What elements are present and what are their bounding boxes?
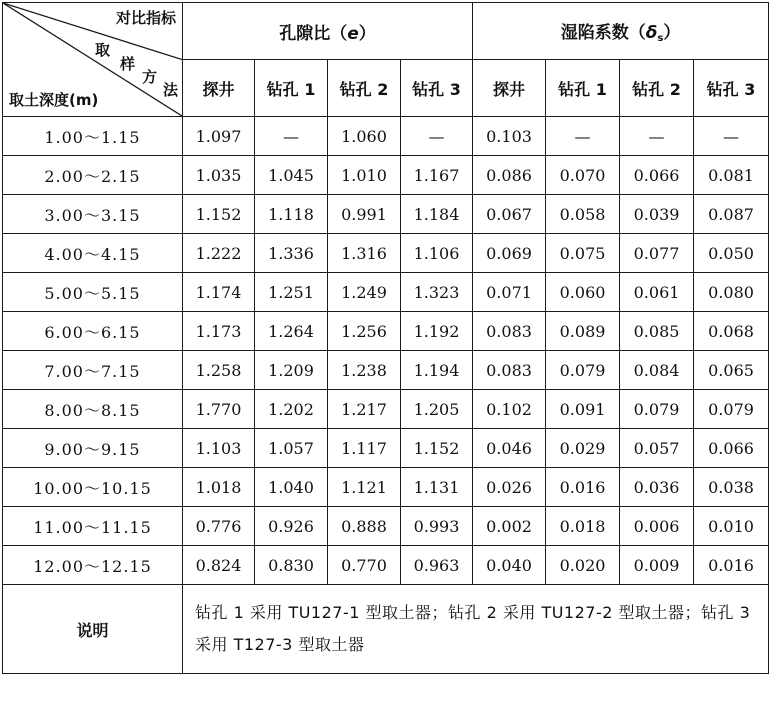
- table-row: [3, 234, 769, 273]
- table-row: [3, 351, 769, 390]
- collapse-coef-symbol: δ: [645, 23, 658, 43]
- diagonal-mid-char-2: 样: [120, 55, 136, 73]
- void-ratio-cell: —: [255, 117, 328, 156]
- collapse-coef-cell: 0.091: [546, 390, 620, 429]
- diagonal-mid-char-4: 法: [163, 81, 179, 99]
- table-row: [3, 117, 769, 156]
- void-ratio-cell: 1.770: [183, 390, 255, 429]
- collapse-coef-cell: 0.075: [546, 234, 620, 273]
- header-row-groups: [3, 3, 769, 60]
- void-ratio-cell: 1.256: [328, 312, 401, 351]
- collapse-coef-cell: 0.058: [546, 195, 620, 234]
- method-header-ds-2: 钻孔 1: [546, 60, 620, 117]
- table-row: [3, 195, 769, 234]
- collapse-coef-cell: 0.083: [473, 312, 546, 351]
- collapse-coef-cell: 0.084: [620, 351, 694, 390]
- collapse-coef-cell: 0.009: [620, 546, 694, 585]
- depth-cell: 4.00～4.15: [3, 234, 183, 273]
- void-ratio-cell: 1.035: [183, 156, 255, 195]
- collapse-coef-label: 湿陷系数: [560, 23, 629, 43]
- void-ratio-cell: 1.192: [401, 312, 473, 351]
- void-ratio-cell: 1.173: [183, 312, 255, 351]
- collapse-coef-cell: 0.079: [620, 390, 694, 429]
- collapse-coef-cell: 0.038: [694, 468, 769, 507]
- void-ratio-cell: 1.222: [183, 234, 255, 273]
- collapse-coef-cell: 0.077: [620, 234, 694, 273]
- depth-cell: 9.00～9.15: [3, 429, 183, 468]
- collapse-coef-cell: 0.039: [620, 195, 694, 234]
- void-ratio-cell: 0.830: [255, 546, 328, 585]
- depth-cell: 7.00～7.15: [3, 351, 183, 390]
- depth-cell: 2.00～2.15: [3, 156, 183, 195]
- diagonal-mid-char-3: 方: [142, 68, 158, 86]
- void-ratio-cell: —: [401, 117, 473, 156]
- collapse-coef-cell: 0.083: [473, 351, 546, 390]
- void-ratio-cell: 1.167: [401, 156, 473, 195]
- method-header-e-2: 钻孔 1: [255, 60, 328, 117]
- collapse-coef-cell: 0.089: [546, 312, 620, 351]
- void-ratio-cell: 1.202: [255, 390, 328, 429]
- table-row: [3, 429, 769, 468]
- collapse-coef-cell: 0.066: [694, 429, 769, 468]
- note-row: [3, 585, 769, 674]
- collapse-coef-cell: 0.079: [546, 351, 620, 390]
- void-ratio-cell: 1.217: [328, 390, 401, 429]
- collapse-coef-cell: 0.070: [546, 156, 620, 195]
- note-text: 钻孔 1 采用 TU127-1 型取土器；钻孔 2 采用 TU127-2 型取土器；钻孔 3 采用 T127-3 型取土器: [183, 585, 769, 674]
- table-row: [3, 468, 769, 507]
- void-ratio-cell: 1.152: [401, 429, 473, 468]
- void-ratio-cell: 1.205: [401, 390, 473, 429]
- void-ratio-cell: 1.184: [401, 195, 473, 234]
- table-row: [3, 156, 769, 195]
- collapse-coef-cell: 0.080: [694, 273, 769, 312]
- collapse-coef-paren-close: ）: [663, 23, 681, 43]
- void-ratio-paren-close: ）: [358, 23, 376, 44]
- table-body: [3, 3, 769, 674]
- void-ratio-cell: 1.121: [328, 468, 401, 507]
- collapse-coef-cell: 0.071: [473, 273, 546, 312]
- diagonal-header-cell: [3, 3, 183, 117]
- void-ratio-cell: 0.776: [183, 507, 255, 546]
- depth-cell: 10.00～10.15: [3, 468, 183, 507]
- group-header-collapse-coefficient: [473, 3, 769, 60]
- table-row: [3, 312, 769, 351]
- void-ratio-cell: 0.926: [255, 507, 328, 546]
- method-header-ds-3: 钻孔 2: [620, 60, 694, 117]
- note-label: 说明: [3, 585, 183, 674]
- collapse-coef-cell: —: [620, 117, 694, 156]
- method-header-e-3: 钻孔 2: [328, 60, 401, 117]
- void-ratio-cell: 0.963: [401, 546, 473, 585]
- void-ratio-label: 孔隙比: [279, 23, 331, 44]
- collapse-coef-cell: 0.079: [694, 390, 769, 429]
- collapse-coef-cell: 0.002: [473, 507, 546, 546]
- collapse-coef-cell: 0.016: [694, 546, 769, 585]
- void-ratio-cell: 1.249: [328, 273, 401, 312]
- method-header-e-1: 探井: [183, 60, 255, 117]
- collapse-coef-cell: 0.085: [620, 312, 694, 351]
- comparison-table: [2, 2, 769, 674]
- group-header-void-ratio: [183, 3, 473, 60]
- method-header-ds-4: 钻孔 3: [694, 60, 769, 117]
- depth-cell: 11.00～11.15: [3, 507, 183, 546]
- void-ratio-cell: 1.209: [255, 351, 328, 390]
- void-ratio-paren-open: （: [330, 23, 348, 44]
- table-row: [3, 507, 769, 546]
- collapse-coef-cell: 0.103: [473, 117, 546, 156]
- void-ratio-cell: 1.174: [183, 273, 255, 312]
- depth-cell: 12.00～12.15: [3, 546, 183, 585]
- void-ratio-cell: 1.251: [255, 273, 328, 312]
- collapse-coef-cell: —: [546, 117, 620, 156]
- method-header-e-4: 钻孔 3: [401, 60, 473, 117]
- collapse-coef-cell: 0.040: [473, 546, 546, 585]
- collapse-coef-cell: 0.086: [473, 156, 546, 195]
- void-ratio-cell: 1.238: [328, 351, 401, 390]
- method-header-ds-1: 探井: [473, 60, 546, 117]
- collapse-coef-cell: 0.029: [546, 429, 620, 468]
- collapse-coef-subscript: s: [657, 33, 664, 44]
- collapse-coef-cell: 0.006: [620, 507, 694, 546]
- collapse-coef-cell: 0.016: [546, 468, 620, 507]
- void-ratio-symbol: e: [347, 23, 359, 44]
- depth-cell: 6.00～6.15: [3, 312, 183, 351]
- depth-cell: 5.00～5.15: [3, 273, 183, 312]
- collapse-coef-cell: 0.036: [620, 468, 694, 507]
- void-ratio-cell: 1.106: [401, 234, 473, 273]
- void-ratio-cell: 0.770: [328, 546, 401, 585]
- collapse-coef-cell: 0.087: [694, 195, 769, 234]
- void-ratio-cell: 0.824: [183, 546, 255, 585]
- collapse-coef-cell: 0.026: [473, 468, 546, 507]
- void-ratio-cell: 1.097: [183, 117, 255, 156]
- collapse-coef-cell: 0.067: [473, 195, 546, 234]
- table-row: [3, 390, 769, 429]
- void-ratio-cell: 1.060: [328, 117, 401, 156]
- table-row: [3, 546, 769, 585]
- void-ratio-cell: 1.118: [255, 195, 328, 234]
- collapse-coef-cell: 0.061: [620, 273, 694, 312]
- collapse-coef-cell: 0.010: [694, 507, 769, 546]
- void-ratio-cell: 1.103: [183, 429, 255, 468]
- diagonal-bottom-label: 取土深度(m): [9, 91, 99, 109]
- void-ratio-cell: 1.258: [183, 351, 255, 390]
- void-ratio-cell: 1.040: [255, 468, 328, 507]
- depth-cell: 3.00～3.15: [3, 195, 183, 234]
- void-ratio-cell: 1.117: [328, 429, 401, 468]
- void-ratio-cell: 1.018: [183, 468, 255, 507]
- void-ratio-cell: 1.316: [328, 234, 401, 273]
- depth-cell: 1.00～1.15: [3, 117, 183, 156]
- collapse-coef-cell: 0.068: [694, 312, 769, 351]
- diagonal-mid-char-1: 取: [95, 41, 111, 59]
- collapse-coef-cell: 0.057: [620, 429, 694, 468]
- collapse-coef-cell: 0.069: [473, 234, 546, 273]
- void-ratio-cell: 1.194: [401, 351, 473, 390]
- collapse-coef-cell: 0.020: [546, 546, 620, 585]
- void-ratio-cell: 1.010: [328, 156, 401, 195]
- void-ratio-cell: 0.888: [328, 507, 401, 546]
- void-ratio-cell: 1.323: [401, 273, 473, 312]
- void-ratio-cell: 1.057: [255, 429, 328, 468]
- collapse-coef-cell: 0.066: [620, 156, 694, 195]
- table-row: [3, 273, 769, 312]
- void-ratio-cell: 0.991: [328, 195, 401, 234]
- diagonal-top-label: 对比指标: [115, 9, 176, 27]
- void-ratio-cell: 1.131: [401, 468, 473, 507]
- collapse-coef-paren-open: （: [628, 23, 646, 43]
- collapse-coef-cell: —: [694, 117, 769, 156]
- collapse-coef-cell: 0.046: [473, 429, 546, 468]
- depth-cell: 8.00～8.15: [3, 390, 183, 429]
- collapse-coef-cell: 0.050: [694, 234, 769, 273]
- collapse-coef-cell: 0.081: [694, 156, 769, 195]
- collapse-coef-cell: 0.018: [546, 507, 620, 546]
- collapse-coef-cell: 0.102: [473, 390, 546, 429]
- void-ratio-cell: 1.336: [255, 234, 328, 273]
- void-ratio-cell: 1.045: [255, 156, 328, 195]
- collapse-coef-cell: 0.060: [546, 273, 620, 312]
- void-ratio-cell: 1.264: [255, 312, 328, 351]
- void-ratio-cell: 1.152: [183, 195, 255, 234]
- void-ratio-cell: 0.993: [401, 507, 473, 546]
- collapse-coef-cell: 0.065: [694, 351, 769, 390]
